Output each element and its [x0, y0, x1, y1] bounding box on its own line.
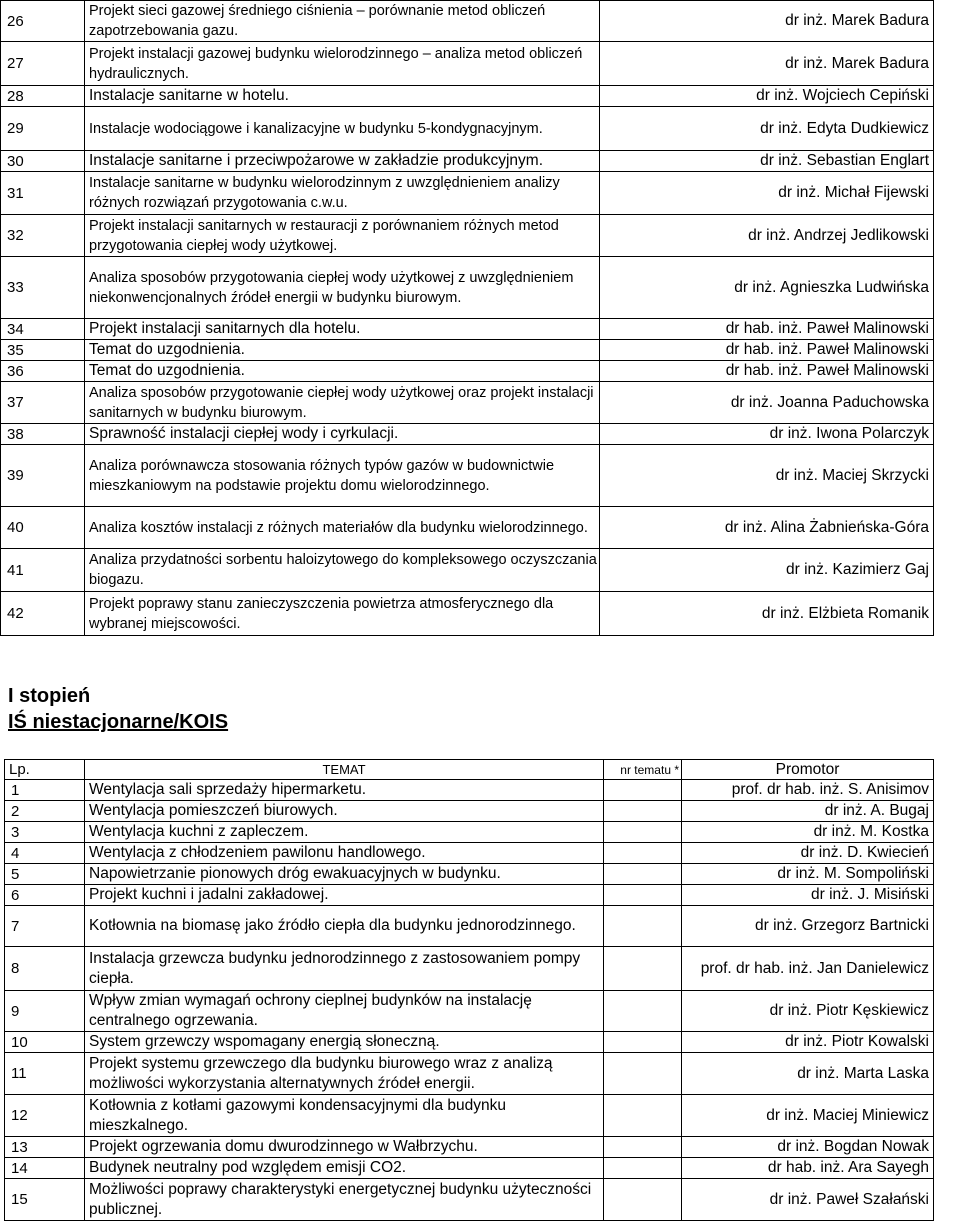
- table-row: [5, 947, 934, 991]
- table-row: [5, 885, 934, 906]
- row-number: 33: [1, 257, 85, 319]
- topic-cell: Projekt sieci gazowej średniego ciśnienia – porównanie metod obliczeń zapotrzebowania gazu.: [85, 1, 600, 42]
- topic-cell: Projekt instalacji gazowej budynku wielorodzinnego – analiza metod obliczeń hydraulicznych.: [85, 42, 600, 86]
- topic-cell: Projekt instalacji sanitarnych dla hotelu.: [85, 319, 600, 340]
- row-number: 37: [1, 382, 85, 424]
- row-number: 42: [1, 592, 85, 636]
- table-row: [5, 822, 934, 843]
- table-row: [5, 780, 934, 801]
- topic-cell: Analiza porównawcza stosowania różnych typów gazów w budownictwie mieszkaniowym na podstawie projektu domu wielorodzinnego.: [85, 445, 600, 507]
- row-number: 7: [5, 906, 85, 947]
- topic-cell: Możliwości poprawy charakterystyki energetycznej budynku użyteczności publicznej.: [85, 1179, 604, 1221]
- promotor-cell: dr inż. Michał Fijewski: [600, 172, 934, 215]
- promotor-cell: dr inż. Elżbieta Romanik: [600, 592, 934, 636]
- table-row: [1, 42, 934, 86]
- row-number: 29: [1, 107, 85, 151]
- table-row: [1, 151, 934, 172]
- topic-cell: Instalacje sanitarne w budynku wielorodzinnym z uwzględnieniem analizy różnych rozwiązań przygotowania c.w.u.: [85, 172, 600, 215]
- row-number: 3: [5, 822, 85, 843]
- promotor-cell: dr inż. Maciej Skrzycki: [600, 445, 934, 507]
- topic-cell: Projekt ogrzewania domu dwurodzinnego w Wałbrzychu.: [85, 1137, 604, 1158]
- promotor-cell: dr inż. Agnieszka Ludwińska: [600, 257, 934, 319]
- header-promotor: Promotor: [682, 760, 934, 780]
- row-number: 13: [5, 1137, 85, 1158]
- promotor-cell: dr inż. Bogdan Nowak: [682, 1137, 934, 1158]
- topic-cell: Napowietrzanie pionowych dróg ewakuacyjnych w budynku.: [85, 864, 604, 885]
- table-row: [1, 445, 934, 507]
- table-row: [5, 1179, 934, 1221]
- topic-number-cell: [604, 1095, 682, 1137]
- topic-cell: Wpływ zmian wymagań ochrony cieplnej budynków na instalację centralnego ogrzewania.: [85, 991, 604, 1032]
- topic-number-cell: [604, 1032, 682, 1053]
- table-row: [1, 592, 934, 636]
- table-row: [5, 1137, 934, 1158]
- table-row: [1, 507, 934, 549]
- topic-cell: Wentylacja z chłodzeniem pawilonu handlowego.: [85, 843, 604, 864]
- row-number: 31: [1, 172, 85, 215]
- topic-cell: Wentylacja sali sprzedaży hipermarketu.: [85, 780, 604, 801]
- topic-number-cell: [604, 947, 682, 991]
- table-row: [1, 86, 934, 107]
- row-number: 14: [5, 1158, 85, 1179]
- header-lp: Lp.: [5, 760, 85, 780]
- topic-cell: Analiza przydatności sorbentu haloizytowego do kompleksowego oczyszczania biogazu.: [85, 549, 600, 592]
- promotor-cell: dr inż. Sebastian Englart: [600, 151, 934, 172]
- section-heading: [8, 683, 228, 735]
- row-number: 4: [5, 843, 85, 864]
- promotor-cell: dr hab. inż. Paweł Malinowski: [600, 319, 934, 340]
- table-row: [5, 1032, 934, 1053]
- table-row: [5, 864, 934, 885]
- promotor-cell: prof. dr hab. inż. Jan Danielewicz: [682, 947, 934, 991]
- row-number: 34: [1, 319, 85, 340]
- topic-cell: Analiza kosztów instalacji z różnych materiałów dla budynku wielorodzinnego.: [85, 507, 600, 549]
- topic-number-cell: [604, 1053, 682, 1095]
- topic-cell: Wentylacja kuchni z zapleczem.: [85, 822, 604, 843]
- promotor-cell: dr inż. Kazimierz Gaj: [600, 549, 934, 592]
- table-row: [5, 801, 934, 822]
- topic-cell: Instalacje sanitarne w hotelu.: [85, 86, 600, 107]
- promotor-cell: dr inż. D. Kwiecień: [682, 843, 934, 864]
- row-number: 30: [1, 151, 85, 172]
- promotor-cell: dr inż. Edyta Dudkiewicz: [600, 107, 934, 151]
- row-number: 41: [1, 549, 85, 592]
- topic-cell: Instalacje wodociągowe i kanalizacyjne w budynku 5-kondygnacyjnym.: [85, 107, 600, 151]
- topic-number-cell: [604, 885, 682, 906]
- table-row: [1, 549, 934, 592]
- row-number: 39: [1, 445, 85, 507]
- row-number: 36: [1, 361, 85, 382]
- table-row: [1, 424, 934, 445]
- row-number: 15: [5, 1179, 85, 1221]
- row-number: 10: [5, 1032, 85, 1053]
- row-number: 38: [1, 424, 85, 445]
- topic-cell: Projekt systemu grzewczego dla budynku biurowego wraz z analizą możliwości wykorzystania alternatywnych źródeł energii.: [85, 1053, 604, 1095]
- topic-cell: Temat do uzgodnienia.: [85, 361, 600, 382]
- promotor-cell: dr inż. Maciej Miniewicz: [682, 1095, 934, 1137]
- row-number: 40: [1, 507, 85, 549]
- table-row: [1, 107, 934, 151]
- table-row: [1, 1, 934, 42]
- topic-number-cell: [604, 906, 682, 947]
- promotor-cell: prof. dr hab. inż. S. Anisimov: [682, 780, 934, 801]
- header-temat: TEMAT: [85, 760, 604, 780]
- table-row: [1, 340, 934, 361]
- promotor-cell: dr inż. J. Misiński: [682, 885, 934, 906]
- promotor-cell: dr inż. Piotr Kęskiewicz: [682, 991, 934, 1032]
- topic-number-cell: [604, 780, 682, 801]
- promotor-cell: dr inż. Joanna Paduchowska: [600, 382, 934, 424]
- degree-title: I stopień: [8, 685, 91, 707]
- topic-number-cell: [604, 843, 682, 864]
- topic-number-cell: [604, 991, 682, 1032]
- row-number: 28: [1, 86, 85, 107]
- row-number: 35: [1, 340, 85, 361]
- table-row: [1, 257, 934, 319]
- topics-table-kois: [4, 759, 934, 1221]
- header-nr-tematu: nr tematu *: [604, 760, 682, 780]
- topic-cell: Analiza sposobów przygotowanie ciepłej wody użytkowej oraz projekt instalacji sanitarnych w budynku biurowym.: [85, 382, 600, 424]
- promotor-cell: dr inż. Alina Żabnieńska-Góra: [600, 507, 934, 549]
- promotor-cell: dr hab. inż. Paweł Malinowski: [600, 361, 934, 382]
- topic-cell: Projekt poprawy stanu zanieczyszczenia powietrza atmosferycznego dla wybranej miejscowości.: [85, 592, 600, 636]
- row-number: 6: [5, 885, 85, 906]
- topic-cell: Wentylacja pomieszczeń biurowych.: [85, 801, 604, 822]
- topic-cell: Sprawność instalacji ciepłej wody i cyrkulacji.: [85, 424, 600, 445]
- topic-cell: Projekt kuchni i jadalni zakładowej.: [85, 885, 604, 906]
- topic-cell: Kotłownia na biomasę jako źródło ciepła dla budynku jednorodzinnego.: [85, 906, 604, 947]
- promotor-cell: dr hab. inż. Ara Sayegh: [682, 1158, 934, 1179]
- topic-number-cell: [604, 1158, 682, 1179]
- promotor-cell: dr inż. M. Sompoliński: [682, 864, 934, 885]
- table-row: [1, 215, 934, 257]
- program-title: IŚ niestacjonarne/KOIS: [8, 711, 229, 733]
- row-number: 26: [1, 1, 85, 42]
- topic-cell: Analiza sposobów przygotowania ciepłej wody użytkowej z uwzględnieniem niekonwencjonalnych źródeł energii w budynku biurowym.: [85, 257, 600, 319]
- row-number: 5: [5, 864, 85, 885]
- row-number: 9: [5, 991, 85, 1032]
- table-row: [5, 1095, 934, 1137]
- row-number: 11: [5, 1053, 85, 1095]
- promotor-cell: dr hab. inż. Paweł Malinowski: [600, 340, 934, 361]
- promotor-cell: dr inż. M. Kostka: [682, 822, 934, 843]
- table-header-row: [5, 760, 934, 780]
- row-number: 32: [1, 215, 85, 257]
- table-row: [5, 1158, 934, 1179]
- table-row: [1, 361, 934, 382]
- table-row: [5, 1053, 934, 1095]
- topic-number-cell: [604, 864, 682, 885]
- table-row: [1, 319, 934, 340]
- promotor-cell: dr inż. Marek Badura: [600, 42, 934, 86]
- promotor-cell: dr inż. Wojciech Cepiński: [600, 86, 934, 107]
- table-row: [1, 382, 934, 424]
- promotor-cell: dr inż. Marek Badura: [600, 1, 934, 42]
- row-number: 8: [5, 947, 85, 991]
- topic-cell: Kotłownia z kotłami gazowymi kondensacyjnymi dla budynku mieszkalnego.: [85, 1095, 604, 1137]
- row-number: 1: [5, 780, 85, 801]
- promotor-cell: dr inż. Andrzej Jedlikowski: [600, 215, 934, 257]
- promotor-cell: dr inż. Piotr Kowalski: [682, 1032, 934, 1053]
- promotor-cell: dr inż. Paweł Szałański: [682, 1179, 934, 1221]
- topic-cell: Instalacja grzewcza budynku jednorodzinnego z zastosowaniem pompy ciepła.: [85, 947, 604, 991]
- row-number: 27: [1, 42, 85, 86]
- topic-number-cell: [604, 801, 682, 822]
- table-row: [5, 843, 934, 864]
- topic-number-cell: [604, 1179, 682, 1221]
- table-row: [5, 906, 934, 947]
- promotor-cell: dr inż. Marta Laska: [682, 1053, 934, 1095]
- promotor-cell: dr inż. Grzegorz Bartnicki: [682, 906, 934, 947]
- topic-number-cell: [604, 1137, 682, 1158]
- topic-cell: Instalacje sanitarne i przeciwpożarowe w zakładzie produkcyjnym.: [85, 151, 600, 172]
- promotor-cell: dr inż. A. Bugaj: [682, 801, 934, 822]
- row-number: 12: [5, 1095, 85, 1137]
- topic-cell: System grzewczy wspomagany energią słoneczną.: [85, 1032, 604, 1053]
- topic-number-cell: [604, 822, 682, 843]
- promotor-cell: dr inż. Iwona Polarczyk: [600, 424, 934, 445]
- topic-cell: Projekt instalacji sanitarnych w restauracji z porównaniem różnych metod przygotowania ciepłej wody użytkowej.: [85, 215, 600, 257]
- row-number: 2: [5, 801, 85, 822]
- table-row: [1, 172, 934, 215]
- topic-cell: Temat do uzgodnienia.: [85, 340, 600, 361]
- table-row: [5, 991, 934, 1032]
- topic-cell: Budynek neutralny pod względem emisji CO2.: [85, 1158, 604, 1179]
